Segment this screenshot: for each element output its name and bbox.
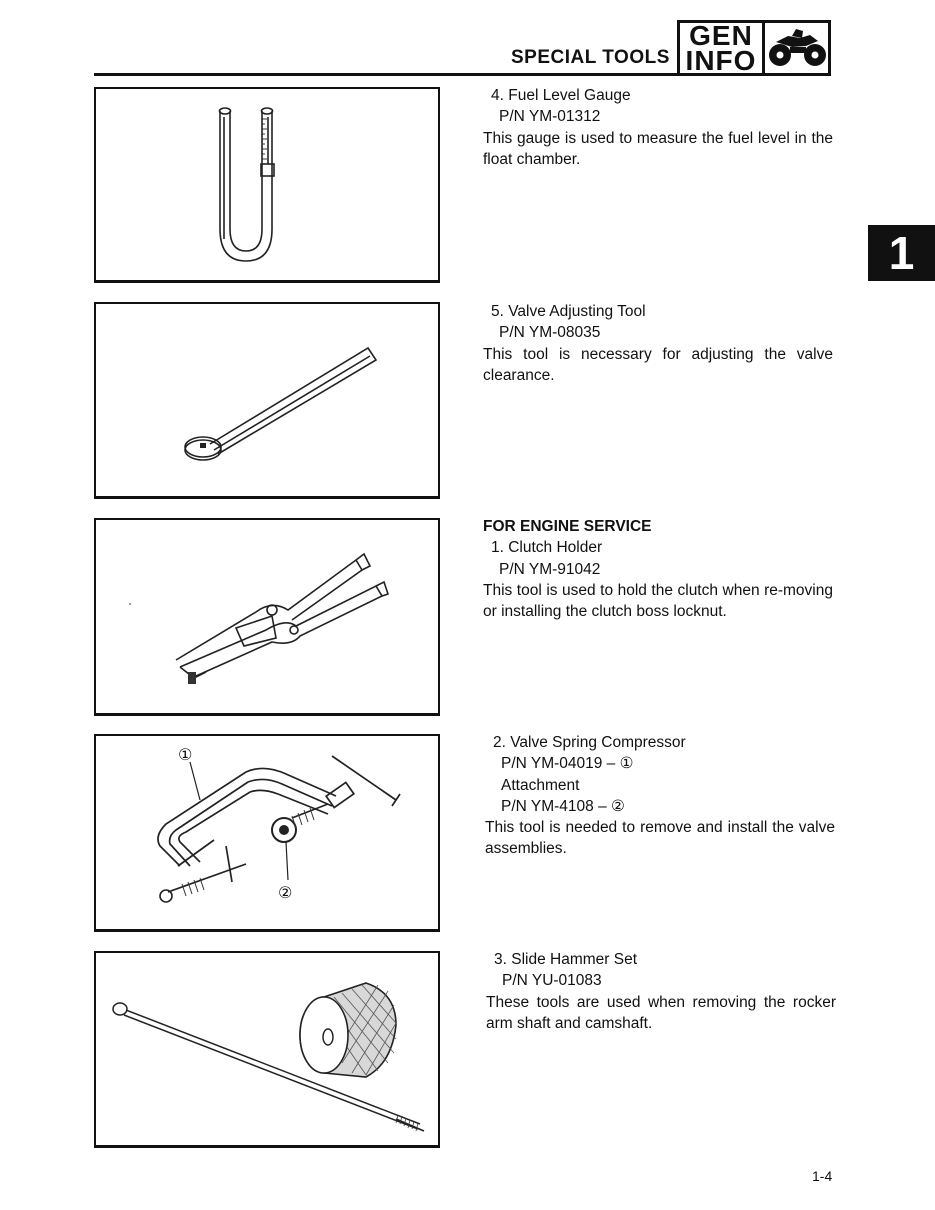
badge-line-1: GEN (689, 20, 753, 51)
gen-info-badge (677, 20, 831, 76)
page-number: 1-4 (812, 1168, 833, 1184)
item-title: 5. Valve Adjusting Tool (491, 303, 646, 320)
badge-text (680, 20, 765, 76)
section-heading: FOR ENGINE SERVICE (483, 518, 652, 535)
part-number: P/N YM-01312 (499, 108, 601, 126)
part-number: P/N YM-91042 (499, 560, 601, 578)
item-title: 2. Valve Spring Compressor (493, 734, 686, 751)
part-number: P/N YM-04019 – ① (501, 755, 634, 773)
item-title: 1. Clutch Holder (491, 539, 603, 557)
callout-2: ② (278, 883, 293, 902)
part-number-2: P/N YM-4108 – ② (501, 797, 625, 815)
figure-slide-hammer-set (94, 951, 440, 1148)
callout-1: ① (178, 745, 193, 764)
header-rule (94, 73, 680, 76)
entry-clutch-holder (483, 516, 833, 622)
figure-valve-adjusting-tool (94, 302, 440, 499)
entry-slide-hammer-set (486, 949, 836, 1034)
item-description: These tools are used when removing the rocker arm shaft and camshaft. (486, 993, 836, 1032)
item-description: This tool is used to hold the clutch when re-moving or installing the clutch boss locknut. (483, 581, 833, 621)
entry-valve-spring-compressor (485, 732, 835, 860)
item-description: This gauge is used to measure the fuel level in the float chamber. (483, 129, 833, 168)
figure-clutch-holder (94, 518, 440, 716)
entry-fuel-level-gauge (483, 85, 833, 170)
part-number: P/N YM-08035 (499, 324, 601, 342)
item-title: 4. Fuel Level Gauge (491, 87, 631, 104)
badge-line-2: INFO (685, 45, 757, 76)
figure-fuel-level-gauge (94, 87, 440, 283)
item-subtitle: Attachment (501, 776, 580, 794)
page-header-title: SPECIAL TOOLS (511, 47, 670, 68)
item-title: 3. Slide Hammer Set (494, 951, 637, 968)
item-description: This tool is needed to remove and install the valve assemblies. (485, 819, 835, 858)
figure-valve-spring-compressor (94, 734, 440, 932)
entry-valve-adjusting-tool (483, 301, 833, 386)
part-number: P/N YU-01083 (502, 972, 602, 990)
atv-icon (765, 23, 828, 73)
item-description: This tool is necessary for adjusting the valve clearance. (483, 345, 833, 384)
chapter-tab: 1 (868, 225, 935, 281)
